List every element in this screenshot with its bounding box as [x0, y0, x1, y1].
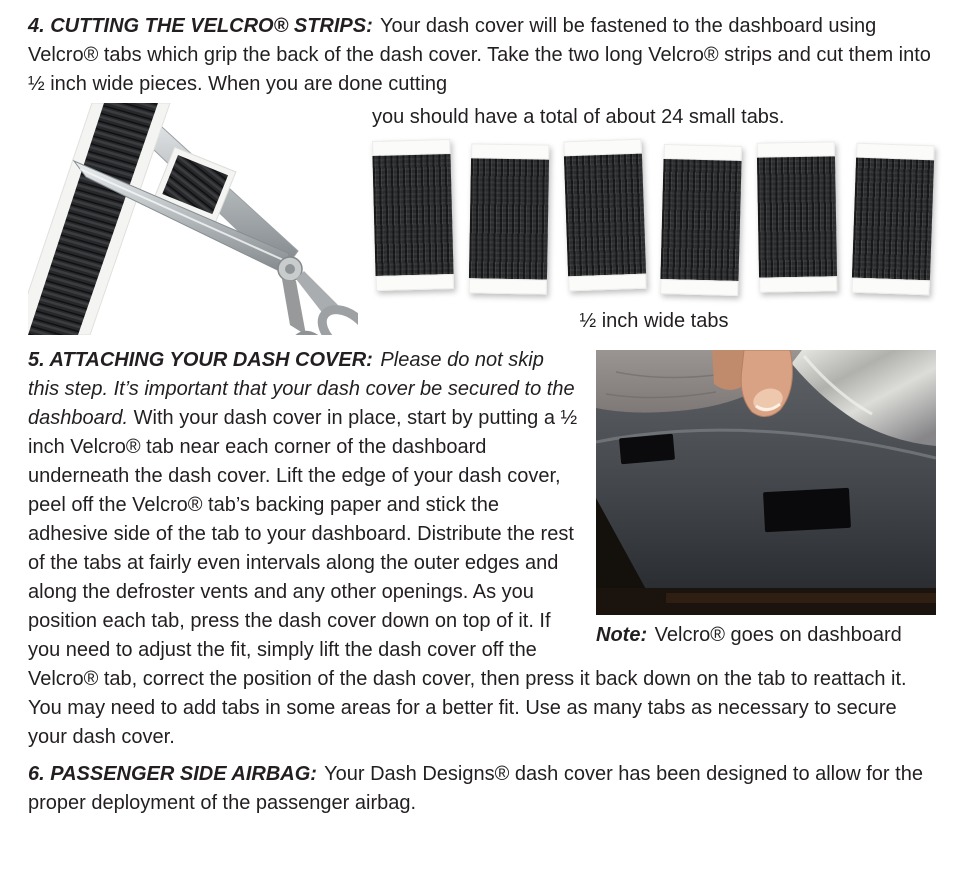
velcro-tab [563, 139, 646, 292]
velcro-tab [757, 141, 838, 292]
tab-velcro-surface [564, 154, 646, 277]
tab-velcro-surface [469, 158, 549, 279]
cutting-body-part1: Your dash cover will be fastened to the dashboard using Velcro® tabs which grip the back of the dash cover. Take the two long Velcro® strips and cut them into ½ inch wide pieces. When you are done cutting [28, 15, 931, 95]
velcro-tab [660, 144, 742, 296]
scissors-cutting-strip-illustration [28, 103, 358, 335]
scissors-photo [28, 103, 358, 335]
tab-velcro-surface [852, 158, 934, 281]
note-label: Note: [596, 624, 648, 646]
velcro-tab [851, 143, 934, 296]
attaching-lead: Please do not skip this step. It’s important that your dash cover be secured to the dashboard. [28, 349, 575, 429]
tab-backing-bottom [851, 278, 929, 296]
tab-velcro-surface [757, 156, 837, 277]
hand-lifting-dash-cover-illustration [596, 350, 936, 615]
tab-backing-bottom [376, 274, 454, 291]
section-airbag [28, 760, 936, 818]
section-attaching [28, 346, 936, 752]
tab-velcro-surface [372, 154, 453, 276]
tab-velcro-surface [660, 159, 741, 281]
airbag-paragraph [28, 760, 936, 818]
cutting-body-part2: you should have a total of about 24 small tabs. [372, 106, 785, 128]
tab-backing-bottom [759, 276, 837, 292]
tab-backing-bottom [469, 278, 547, 294]
attaching-body: With your dash cover in place, start by putting a ½ inch Velcro® tab near each corner of the dashboard underneath the dash cover. Lift the edge of your dash cover, peel off the Velcro® tab’s backing paper and stick the adhesive side of the tab to your dashboard. Distribute the rest of the tabs at fairly even intervals along the outer edges and along the defroster vents and any other openings. As you position each tab, press the dash cover down on top of it. If you need to adjust the fit, simply lift the dash cover off the Velcro® tab, correct the position of the dash cover, then press it back down on the tab to reattach it. You may need to add tabs in some areas for a better fit. Use as many tabs as necessary to secure your dash cover. [28, 407, 907, 748]
cutting-paragraph [28, 12, 936, 99]
cutting-media-row [28, 103, 936, 336]
tab-backing-bottom [568, 274, 646, 292]
section-cutting [28, 12, 936, 336]
velcro-tabs-photo [372, 138, 936, 295]
tabs-column [372, 103, 936, 336]
tab-backing-top [471, 143, 549, 159]
velcro-tab [469, 143, 550, 294]
tabs-caption: ½ inch wide tabs [579, 310, 729, 332]
tab-backing-bottom [660, 279, 738, 296]
velcro-tab [372, 139, 454, 291]
attaching-heading: 5. ATTACHING YOUR DASH COVER: [28, 349, 373, 371]
airbag-body: Your Dash Designs® dash cover has been designed to allow for the proper deployment of the passenger airbag. [28, 763, 923, 814]
dash-photo-figure [596, 350, 936, 650]
tab-backing-top [757, 141, 835, 157]
note-text: Velcro® goes on dashboard [654, 624, 902, 646]
cutting-heading: 4. CUTTING THE VELCRO® STRIPS: [28, 15, 373, 37]
airbag-heading: 6. PASSENGER SIDE AIRBAG: [28, 763, 317, 785]
dash-photo-caption [596, 621, 936, 650]
